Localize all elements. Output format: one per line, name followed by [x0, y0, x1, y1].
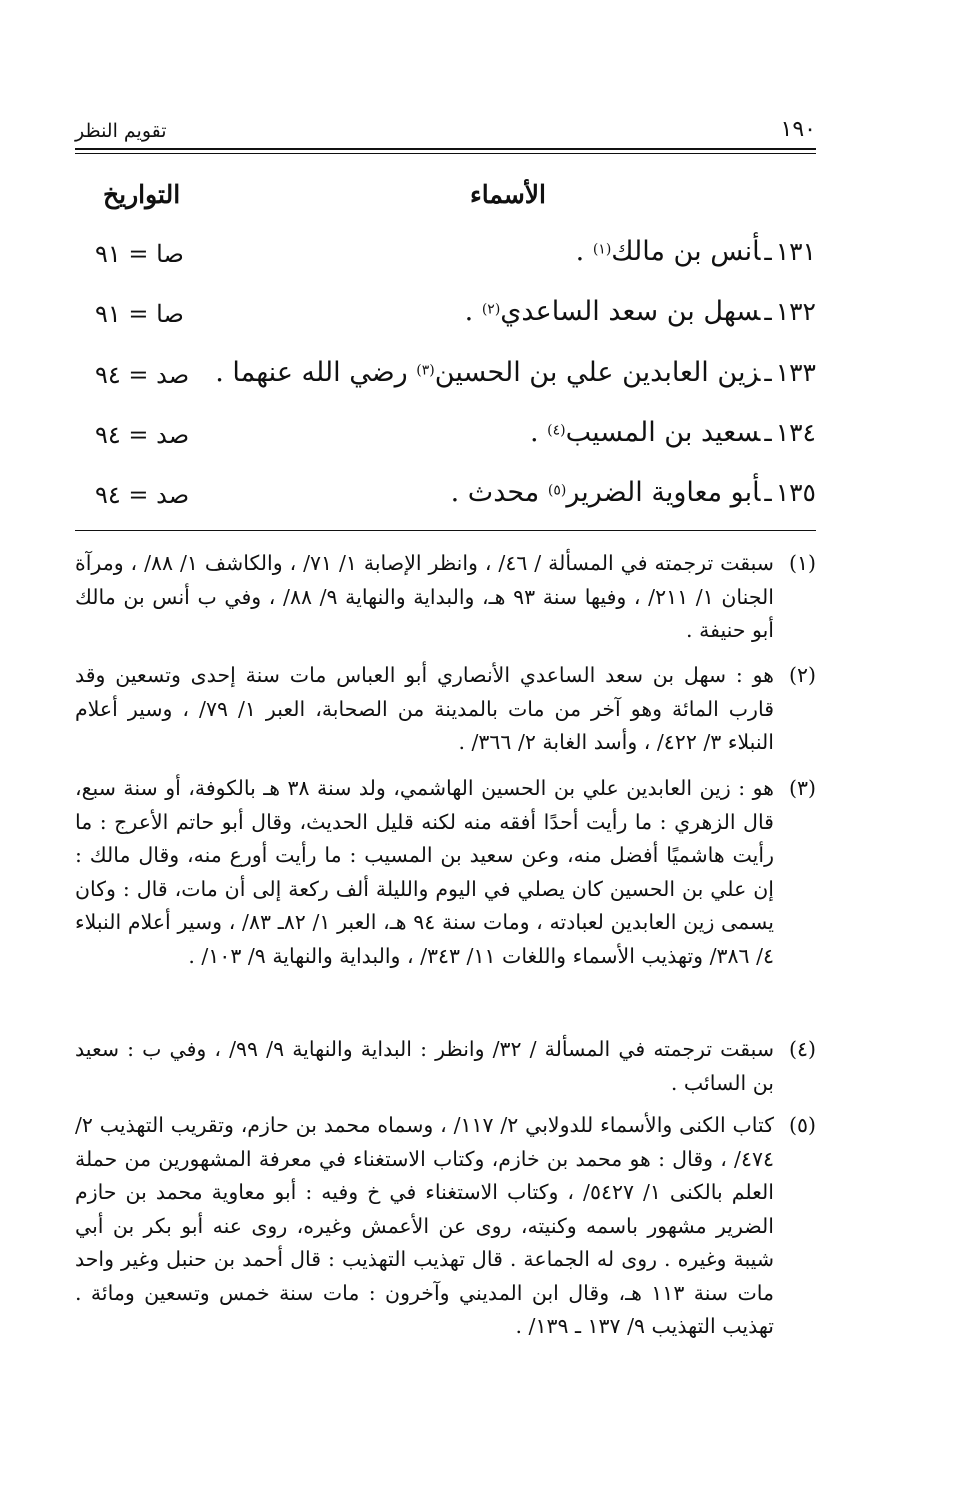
page-number: ١٩٠: [780, 117, 816, 142]
footnote-ref: (٢): [481, 301, 501, 318]
footnote-ref: (١): [592, 241, 612, 258]
entry-row: [75, 417, 816, 457]
running-header: [75, 108, 816, 142]
entry-row: [75, 477, 816, 517]
footnote-text: هو : زين العابدين علي بن الحسين الهاشمي، ولد سنة ٣٨ هـ بالكوفة، أو سنة سبع، قال الزهري : ما رأيت أحدًا أفقه منه لكنه قليل الحديث، وقال أبو حاتم الأعرج : ما رأيت هاشميًا أفضل منه، وعن سعيد بن المسيب : ما رأيت أورع منه، وقال مالك : إن علي بن الحسين كان يصلي في اليوم والليلة ألف ركعة إلى أن مات، قال : وكان يسمى زين العابدين لعبادته ، ومات سنة ٩٤ هـ، العبر ١/ ٨٢ـ ٨٣/ ، وسير أعلام النبلاء ٤/ ٣٨٦/ وتهذيب الأسماء واللغات ١١/ ٣٤٣/ ، والبداية والنهاية ٩/ ١٠٣/ .: [75, 776, 774, 968]
entry-text: ١٣٥ـأبو معاوية الضرير$^{(٥)}$ محدث .: [450, 477, 816, 508]
entry-suffix: رضي الله عنهما .: [215, 357, 417, 388]
entry-text: ١٣٣ـزين العابدين علي بن الحسين$^{(٣)}$ رضي الله عنهما .: [215, 357, 816, 388]
footnote-text: سبقت ترجمته في المسألة / ٤٦/ ، وانظر الإصابة ١/ ٧١/ ، والكاشف ١/ ٨٨/ ، ومرآة الجنان ١/ ٢١١/ ، وفيها سنة ٩٣ هـ، والبداية والنهاية ٩/ ٨٨/ ، وفي ب أنس بن مالك أبو حنيفة .: [75, 551, 774, 642]
entry-name: زين العابدين علي بن الحسين: [434, 357, 761, 388]
dates-column-heading: التواريخ: [103, 180, 181, 209]
footnote: [75, 772, 816, 973]
footnote-mark: (٥): [788, 1113, 816, 1137]
book-title: تقويم النظر: [75, 120, 167, 142]
footnote-text: سبقت ترجمته في المسألة / ٣٢/ وانظر : البداية والنهاية ٩/ ٩٩/ ، وفي ب : سعيد بن السائب .: [75, 1037, 774, 1095]
footnote-mark: (٣): [788, 776, 816, 800]
entry-text: ١٣١ـأنس بن مالك$^{(١)}$ .: [575, 236, 816, 267]
entry-name: أنس بن مالك: [611, 236, 761, 267]
footnote-mark: (٤): [788, 1037, 816, 1061]
entry-number: ١٣٣: [775, 358, 816, 387]
entry-suffix: محدث .: [450, 477, 548, 508]
entry-row: [75, 357, 816, 397]
footnote-ref: (٤): [547, 422, 566, 439]
entry-suffix: .: [529, 417, 548, 448]
entry-name: سعيد بن المسيب: [565, 417, 761, 448]
footnote: [75, 659, 816, 760]
header-rule: [75, 148, 816, 150]
entry-name: أبو معاوية الضرير: [566, 477, 761, 508]
entry-text: ١٣٤ـسعيد بن المسيب$^{(٤)}$ .: [529, 417, 816, 448]
entry-number: ١٣٤: [775, 418, 816, 447]
footnote: [75, 1109, 816, 1344]
entry-name: سهل بن سعد الساعدي: [500, 296, 761, 327]
entry-date: صد = ٩٤: [95, 481, 190, 509]
footnote-rule: [75, 530, 816, 531]
entry-number: ١٣١: [775, 237, 816, 266]
entry-number: ١٣٢: [775, 297, 816, 326]
entry-date: صد = ٩٤: [95, 421, 190, 449]
footnote-ref: (٥): [547, 482, 567, 499]
footnote-text: هو : سهل بن سعد الساعدي الأنصاري أبو العباس مات سنة إحدى وتسعين وقد قارب المائة وهو آخر من مات بالمدينة من الصحابة، العبر ١/ ٧٩/ ، وسير أعلام النبلاء ٣/ ٤٢٢/ ، وأسد الغابة ٢/ ٣٦٦/ .: [75, 663, 774, 754]
entry-date: صا = ٩١: [95, 300, 184, 328]
entry-date: صد = ٩٤: [95, 361, 190, 389]
names-column-heading: الأسماء: [470, 180, 546, 209]
entry-number: ١٣٥: [775, 478, 816, 507]
entry-date: صا = ٩١: [95, 240, 184, 268]
header-rule-thin: [75, 153, 816, 154]
entry-text: ١٣٢ـسهل بن سعد الساعدي$^{(٢)}$ .: [464, 296, 816, 327]
footnote: [75, 547, 816, 648]
entry-suffix: .: [464, 296, 482, 327]
entry-row: [75, 236, 816, 276]
footnote-ref: (٣): [416, 362, 435, 379]
entry-row: [75, 296, 816, 336]
footnote-mark: (٢): [788, 663, 816, 687]
entry-suffix: .: [575, 236, 593, 267]
footnote-mark: (١): [788, 551, 816, 575]
footnote-text: كتاب الكنى والأسماء للدولابي ٢/ ١١٧/ ، وسماه محمد بن حازم، وتقريب التهذيب ٢/ ٤٧٤/ ، وقال : هو محمد بن خازم، وكتاب الاستغناء في معرفة المشهورين من حملة العلم بالكنى ١/ ٥٤٢٧/ ، وكتاب الاستغناء في خ وفيه : أبو معاوية محمد بن حازم الضرير مشهور باسمه وكنيته، روى عن الأعمش وغيره، روى عنه أبو بكر بن أبي شيبة وغيره . روى له الجماعة . قال تهذيب التهذيب : قال أحمد بن حنبل وغير واحد مات سنة ١١٣ هـ، وقال ابن المديني وآخرون : مات سنة خمس وتسعين ومائة . تهذيب التهذيب ٩/ ١٣٧ ـ ١٣٩/ .: [75, 1113, 774, 1338]
footnote: [75, 1033, 816, 1100]
